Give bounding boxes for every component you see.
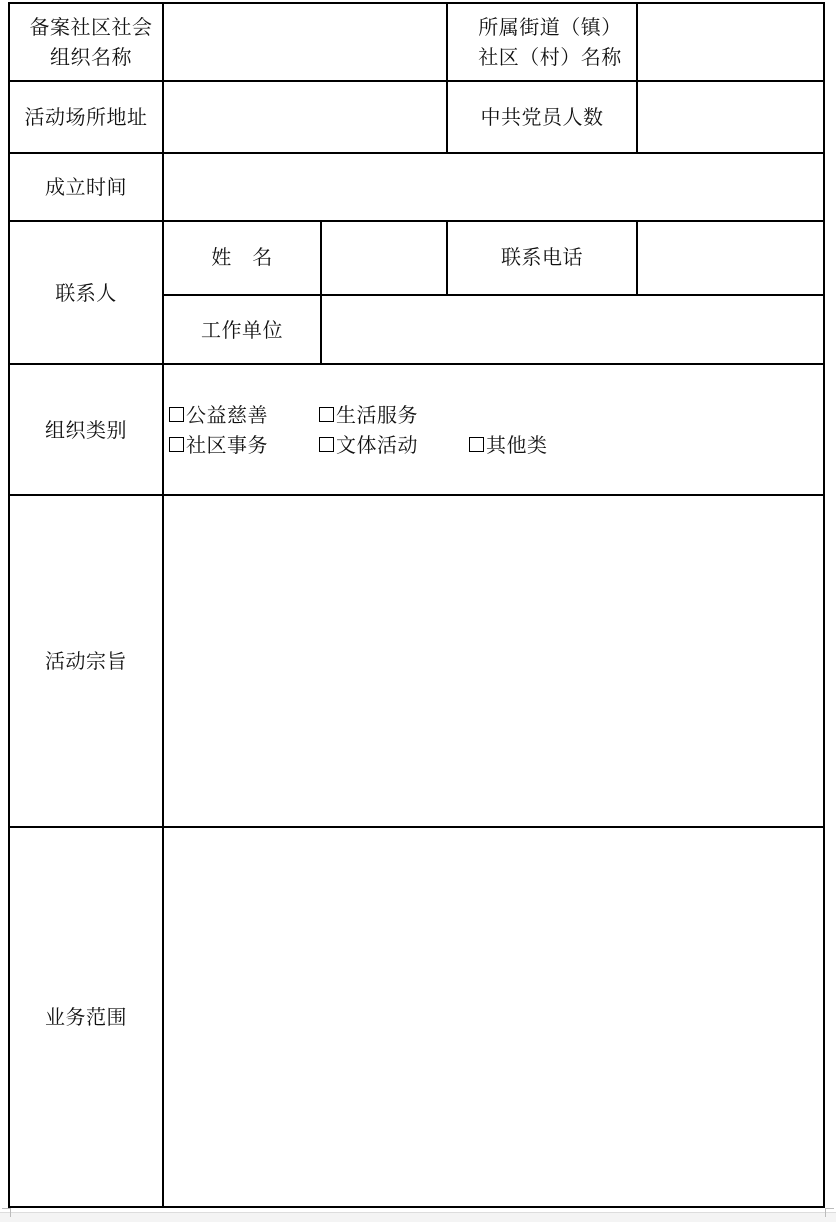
row-purpose xyxy=(9,495,824,827)
crop-mark-right xyxy=(825,1208,834,1217)
scope-field[interactable] xyxy=(163,827,824,1207)
work-unit-label: 工作单位 xyxy=(163,295,321,364)
crop-mark-left xyxy=(2,1208,11,1217)
row-contact-name xyxy=(9,221,824,295)
row-category xyxy=(9,364,824,495)
address-label: 活动场所地址 xyxy=(9,81,163,153)
org-name-field[interactable] xyxy=(163,3,447,81)
contact-label: 联系人 xyxy=(9,221,163,364)
founded-field[interactable] xyxy=(163,153,824,221)
category-option[interactable]: 社区事务 xyxy=(169,430,319,460)
purpose-field[interactable] xyxy=(163,495,824,827)
category-option[interactable]: 文体活动 xyxy=(319,430,469,460)
row-org-name xyxy=(9,3,824,81)
registration-form-table xyxy=(8,2,825,1208)
scope-label: 业务范围 xyxy=(9,827,163,1207)
address-field[interactable] xyxy=(163,81,447,153)
founded-label: 成立时间 xyxy=(9,153,163,221)
street-community-field[interactable] xyxy=(637,3,824,81)
street-community-label: 所属街道（镇） 社区（村）名称 xyxy=(447,3,637,81)
checkbox-icon[interactable] xyxy=(169,437,184,452)
checkbox-icon[interactable] xyxy=(319,407,334,422)
category-option[interactable]: 公益慈善 xyxy=(169,400,319,430)
category-option[interactable]: 其他类 xyxy=(469,430,589,460)
category-option[interactable]: 生活服务 xyxy=(319,400,469,430)
category-label: 组织类别 xyxy=(9,364,163,495)
party-members-label: 中共党员人数 xyxy=(447,81,637,153)
org-name-label: 备案社区社会 组织名称 xyxy=(9,3,163,81)
checkbox-icon[interactable] xyxy=(319,437,334,452)
row-address xyxy=(9,81,824,153)
name-field[interactable] xyxy=(321,221,447,295)
checkbox-icon[interactable] xyxy=(469,437,484,452)
row-founded xyxy=(9,153,824,221)
party-members-field[interactable] xyxy=(637,81,824,153)
row-scope xyxy=(9,827,824,1207)
purpose-label: 活动宗旨 xyxy=(9,495,163,827)
category-row-1 xyxy=(169,400,823,430)
name-label: 姓 名 xyxy=(163,221,321,295)
phone-field[interactable] xyxy=(637,221,824,295)
category-options xyxy=(163,364,824,495)
category-row-2 xyxy=(169,430,823,460)
page-bottom-edge xyxy=(0,1212,836,1222)
work-unit-field[interactable] xyxy=(321,295,824,364)
phone-label: 联系电话 xyxy=(447,221,637,295)
checkbox-icon[interactable] xyxy=(169,407,184,422)
